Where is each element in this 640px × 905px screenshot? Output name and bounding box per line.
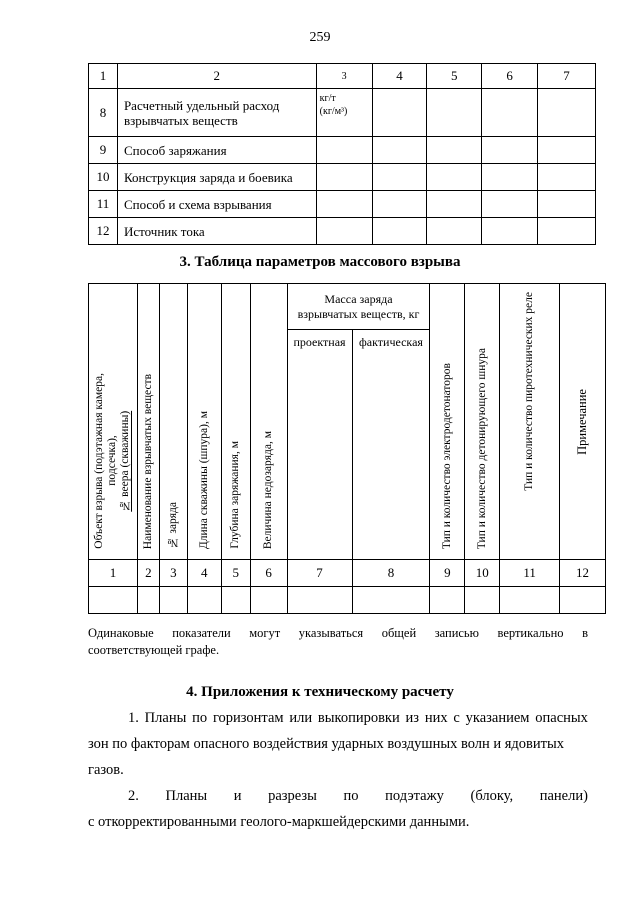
table-row bbox=[89, 164, 596, 191]
header-line: Объект взрыва (подэтажная камера, bbox=[93, 373, 106, 549]
column-number-row bbox=[89, 560, 606, 587]
table-row bbox=[89, 191, 596, 218]
header-line: Масса заряда bbox=[324, 291, 393, 306]
column-number: 6 bbox=[250, 560, 287, 587]
column-number: 5 bbox=[221, 560, 250, 587]
word: Планы bbox=[165, 788, 208, 804]
page-number: 259 bbox=[309, 30, 331, 45]
word: указанием bbox=[465, 710, 530, 726]
note-word: показатели bbox=[172, 626, 231, 640]
column-number: 7 bbox=[287, 560, 352, 587]
column-number: 8 bbox=[352, 560, 430, 587]
header-line: подсечка), bbox=[106, 435, 119, 487]
unit-line: кг/т bbox=[319, 93, 336, 104]
row-text bbox=[117, 89, 316, 137]
note-line: соответствующей графе. bbox=[88, 643, 220, 657]
note-word: могут bbox=[249, 626, 281, 640]
note-word: указываться bbox=[298, 626, 364, 640]
header-charge-mass bbox=[287, 284, 430, 330]
row-text: Конструкция заряда и боевика bbox=[117, 164, 316, 191]
header-cell: 7 bbox=[538, 64, 596, 89]
word: 2. bbox=[128, 788, 139, 804]
blast-parameters-table bbox=[88, 283, 606, 614]
word: по bbox=[343, 788, 359, 804]
header-cell: 2 bbox=[117, 64, 316, 89]
paragraph-line: зон по факторам опасного воздействия ударных воздушных волн и ядовитых bbox=[88, 736, 564, 752]
word: опасных bbox=[535, 710, 588, 726]
word: по bbox=[192, 710, 208, 726]
header-detonating-cord: Тип и количество детонирующего шнура bbox=[465, 284, 500, 560]
word: 1. bbox=[128, 710, 139, 726]
table-header-row bbox=[89, 64, 596, 89]
header-line: № веера (скважины) bbox=[119, 410, 132, 512]
header-cell: 3 bbox=[316, 64, 372, 89]
row-number: 11 bbox=[89, 191, 118, 218]
row-text: Источник тока bbox=[117, 218, 316, 245]
table-row bbox=[89, 137, 596, 164]
note-word: Одинаковые bbox=[88, 626, 154, 640]
note-word: общей bbox=[381, 626, 417, 640]
header-undercharge: Величина недозаряда, м bbox=[250, 284, 287, 560]
column-number: 3 bbox=[159, 560, 187, 587]
word: или bbox=[289, 710, 313, 726]
header-charge-number: № заряда bbox=[159, 284, 187, 560]
column-number: 9 bbox=[430, 560, 465, 587]
header-relays: Тип и количество пиротехнических реле bbox=[500, 284, 560, 560]
word: (блоку, bbox=[470, 788, 514, 804]
technical-table bbox=[88, 63, 596, 245]
word: них bbox=[424, 710, 448, 726]
table-row bbox=[89, 89, 596, 137]
column-number: 12 bbox=[560, 560, 606, 587]
row-number: 9 bbox=[89, 137, 118, 164]
empty-row bbox=[89, 587, 606, 614]
unit-line: (кг/м³) bbox=[319, 106, 348, 117]
header-detonators: Тип и количество электродетонаторов bbox=[430, 284, 465, 560]
word: подэтажу bbox=[385, 788, 444, 804]
appendix-item-1 bbox=[88, 705, 588, 783]
appendix-item-2 bbox=[88, 783, 588, 835]
word: разрезы bbox=[268, 788, 317, 804]
word: и bbox=[233, 788, 242, 804]
column-number: 1 bbox=[89, 560, 138, 587]
note-word: в bbox=[582, 626, 588, 640]
section-title: 3. Таблица параметров массового взрыва bbox=[179, 254, 461, 270]
header-mass-design: проектная bbox=[287, 330, 352, 560]
header-cell: 6 bbox=[482, 64, 538, 89]
unit-cell bbox=[316, 89, 372, 137]
header-charging-depth: Глубина заряжания, м bbox=[221, 284, 250, 560]
header-line: взрывчатых веществ, кг bbox=[297, 306, 420, 321]
row-number: 12 bbox=[89, 218, 118, 245]
word: с bbox=[453, 710, 460, 726]
paragraph-line: газов. bbox=[88, 762, 124, 778]
section-title: 4. Приложения к техническому расчету bbox=[186, 684, 454, 700]
row-text-line: взрывчатых веществ bbox=[123, 112, 238, 128]
header-cell: 1 bbox=[89, 64, 118, 89]
table-row bbox=[89, 218, 596, 245]
header-explosive-name: Наименование взрывчатых веществ bbox=[137, 284, 159, 560]
word: из bbox=[405, 710, 420, 726]
row-number: 10 bbox=[89, 164, 118, 191]
header-object bbox=[89, 284, 138, 560]
note-paragraph bbox=[88, 625, 588, 659]
word: Планы bbox=[144, 710, 187, 726]
row-text: Способ заряжания bbox=[117, 137, 316, 164]
row-text-line: Расчетный удельный расход bbox=[123, 97, 280, 113]
note-word: записью bbox=[434, 626, 479, 640]
word: панели) bbox=[539, 788, 588, 804]
header-hole-length: Длина скважины (шпура), м bbox=[187, 284, 221, 560]
header-cell: 4 bbox=[372, 64, 427, 89]
column-number: 4 bbox=[187, 560, 221, 587]
row-number: 8 bbox=[89, 89, 118, 137]
paragraph-line: с откорректированными геолого-маркшейдерскими данными. bbox=[88, 814, 470, 830]
header-mass-actual: фактическая bbox=[352, 330, 430, 560]
column-number: 10 bbox=[465, 560, 500, 587]
column-number: 11 bbox=[500, 560, 560, 587]
header-cell: 5 bbox=[427, 64, 482, 89]
header-notes: Примечание bbox=[560, 284, 606, 560]
note-word: вертикально bbox=[497, 626, 564, 640]
column-number: 2 bbox=[137, 560, 159, 587]
word: горизонтам bbox=[212, 710, 284, 726]
word: выкопировки bbox=[317, 710, 400, 726]
row-text: Способ и схема взрывания bbox=[117, 191, 316, 218]
